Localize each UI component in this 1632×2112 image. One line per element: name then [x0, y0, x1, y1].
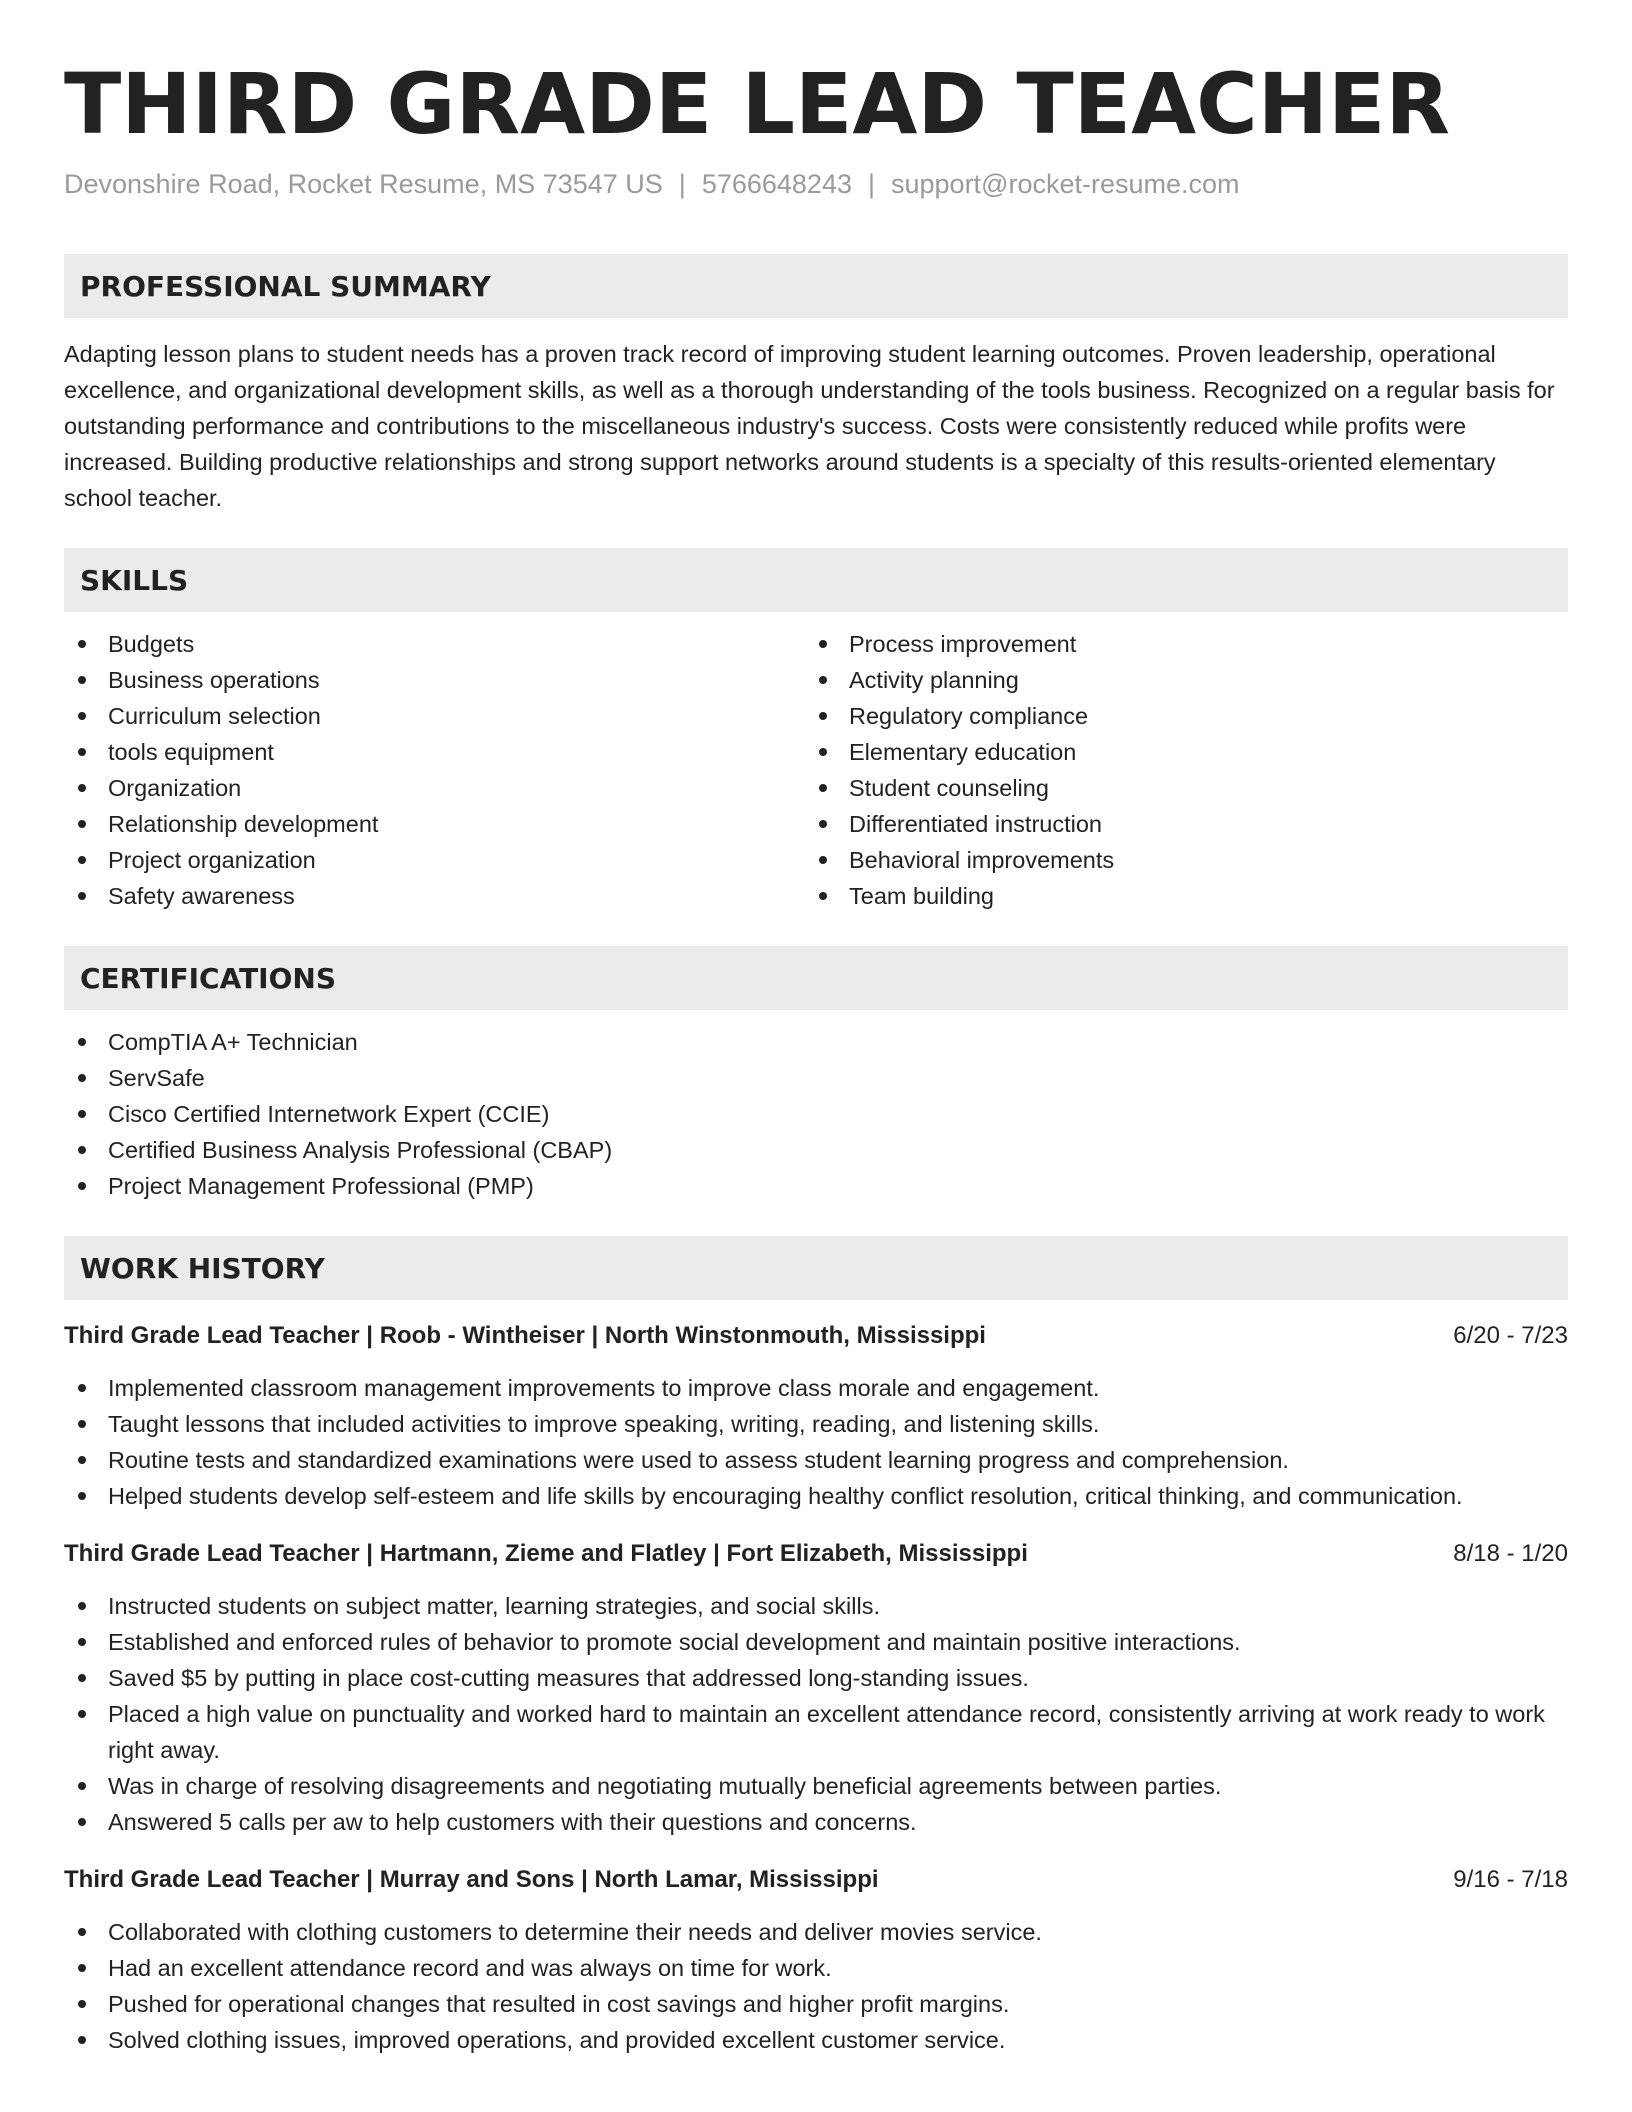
job-bullets [64, 1914, 1568, 2058]
bullet-icon [78, 1038, 86, 1046]
resume-name: THIRD GRADE LEAD TEACHER [64, 55, 1451, 153]
bullet-icon [819, 748, 827, 756]
list-item: Business operations [64, 662, 805, 698]
job-header [64, 1536, 1568, 1572]
certifications-list [64, 1024, 1568, 1204]
job-title: Third Grade Lead Teacher | Murray and Sons | North Lamar, Mississippi [64, 1866, 879, 1893]
bullet-icon [78, 1674, 86, 1682]
bullet-icon [819, 856, 827, 864]
list-item: Regulatory compliance [805, 698, 1546, 734]
bullet-icon [78, 1964, 86, 1972]
list-item: Differentiated instruction [805, 806, 1546, 842]
bullet-icon [78, 676, 86, 684]
bullet-icon [78, 2000, 86, 2008]
list-item: Cisco Certified Internetwork Expert (CCIE) [64, 1096, 1568, 1132]
bullet-icon [78, 820, 86, 828]
list-item: Budgets [64, 626, 805, 662]
bullet-icon [819, 820, 827, 828]
list-item: Taught lessons that included activities to improve speaking, writing, reading, and listening skills. [64, 1406, 1568, 1442]
contact-line [64, 166, 1568, 202]
bullet-icon [78, 1638, 86, 1646]
job-bullets [64, 1588, 1568, 1840]
list-item: CompTIA A+ Technician [64, 1024, 1568, 1060]
list-item: Implemented classroom management improvements to improve class morale and engagement. [64, 1370, 1568, 1406]
list-item: Project organization [64, 842, 805, 878]
list-item: Elementary education [805, 734, 1546, 770]
job-header [64, 1862, 1568, 1898]
contact-separator: | [867, 169, 875, 199]
work-history-heading: WORK HISTORY [64, 1236, 1568, 1300]
bullet-icon [78, 2036, 86, 2044]
list-item: Routine tests and standardized examinations were used to assess student learning progress and comprehension. [64, 1442, 1568, 1478]
contact-address: Devonshire Road, Rocket Resume, MS 73547 US [64, 169, 663, 199]
list-item: Certified Business Analysis Professional (CBAP) [64, 1132, 1568, 1168]
bullet-icon [78, 1928, 86, 1936]
job-title: Third Grade Lead Teacher | Roob - Wintheiser | North Winstonmouth, Mississippi [64, 1322, 986, 1349]
bullet-icon [78, 1074, 86, 1082]
bullet-icon [819, 784, 827, 792]
list-item: Instructed students on subject matter, learning strategies, and social skills. [64, 1588, 1568, 1624]
bullet-icon [78, 1182, 86, 1190]
list-item: Activity planning [805, 662, 1546, 698]
skills-heading: SKILLS [64, 548, 1568, 612]
summary-heading: PROFESSIONAL SUMMARY [64, 254, 1568, 318]
list-item: Saved $5 by putting in place cost-cutting measures that addressed long-standing issues. [64, 1660, 1568, 1696]
list-item: Was in charge of resolving disagreements and negotiating mutually beneficial agreements between parties. [64, 1768, 1568, 1804]
bullet-icon [78, 1420, 86, 1428]
bullet-icon [819, 892, 827, 900]
summary-text: Adapting lesson plans to student needs has a proven track record of improving student learning outcomes. Proven leadership, operational excellence, and organizational development skills, as well as a thorough understanding of the tools business. Recognized on a regular basis for outstanding performance and contributions to the miscellaneous industry's success. Costs were consistently reduced while profits were increased. Building productive relationships and strong support networks around students is a specialty of this results-oriented elementary school teacher. [64, 341, 1555, 511]
bullet-icon [78, 1146, 86, 1154]
list-item: Curriculum selection [64, 698, 805, 734]
list-item: Had an excellent attendance record and was always on time for work. [64, 1950, 1568, 1986]
job-entry [64, 1318, 1568, 1514]
job-dates: 8/18 - 1/20 [1453, 1540, 1568, 1567]
job-entry [64, 1862, 1568, 2058]
job-dates: 6/20 - 7/23 [1453, 1322, 1568, 1349]
bullet-icon [78, 856, 86, 864]
contact-phone: 5766648243 [701, 169, 852, 199]
list-item: Collaborated with clothing customers to determine their needs and deliver movies service. [64, 1914, 1568, 1950]
bullet-icon [78, 1602, 86, 1610]
list-item: Safety awareness [64, 878, 805, 914]
list-item: Process improvement [805, 626, 1546, 662]
contact-email: support@rocket-resume.com [891, 169, 1240, 199]
list-item: Placed a high value on punctuality and worked hard to maintain an excellent attendance record, consistently arriving at work ready to work right away. [64, 1696, 1568, 1768]
list-item: Student counseling [805, 770, 1546, 806]
list-item: Answered 5 calls per aw to help customers with their questions and concerns. [64, 1804, 1568, 1840]
list-item: Established and enforced rules of behavior to promote social development and maintain positive interactions. [64, 1624, 1568, 1660]
bullet-icon [78, 748, 86, 756]
bullet-icon [78, 640, 86, 648]
bullet-icon [78, 712, 86, 720]
job-dates: 9/16 - 7/18 [1453, 1866, 1568, 1893]
list-item: Behavioral improvements [805, 842, 1546, 878]
bullet-icon [819, 640, 827, 648]
list-item: Helped students develop self-esteem and life skills by encouraging healthy conflict resolution, critical thinking, and communication. [64, 1478, 1568, 1514]
skills-left-list [64, 626, 805, 914]
list-item: Team building [805, 878, 1546, 914]
job-header [64, 1318, 1568, 1354]
job-entry [64, 1536, 1568, 1840]
list-item: Solved clothing issues, improved operations, and provided excellent customer service. [64, 2022, 1568, 2058]
job-bullets [64, 1370, 1568, 1514]
bullet-icon [78, 1110, 86, 1118]
skills-right-list [805, 626, 1546, 914]
bullet-icon [78, 1782, 86, 1790]
bullet-icon [819, 712, 827, 720]
certifications-heading: CERTIFICATIONS [64, 946, 1568, 1010]
bullet-icon [819, 676, 827, 684]
bullet-icon [78, 1384, 86, 1392]
bullet-icon [78, 1818, 86, 1826]
list-item: Relationship development [64, 806, 805, 842]
list-item: ServSafe [64, 1060, 1568, 1096]
job-title: Third Grade Lead Teacher | Hartmann, Zieme and Flatley | Fort Elizabeth, Mississippi [64, 1540, 1028, 1567]
list-item: tools equipment [64, 734, 805, 770]
list-item: Organization [64, 770, 805, 806]
bullet-icon [78, 1492, 86, 1500]
bullet-icon [78, 784, 86, 792]
bullet-icon [78, 1710, 86, 1718]
skills-grid [64, 626, 1568, 914]
contact-separator: | [678, 169, 686, 199]
list-item: Pushed for operational changes that resulted in cost savings and higher profit margins. [64, 1986, 1568, 2022]
bullet-icon [78, 1456, 86, 1464]
list-item: Project Management Professional (PMP) [64, 1168, 1568, 1204]
bullet-icon [78, 892, 86, 900]
